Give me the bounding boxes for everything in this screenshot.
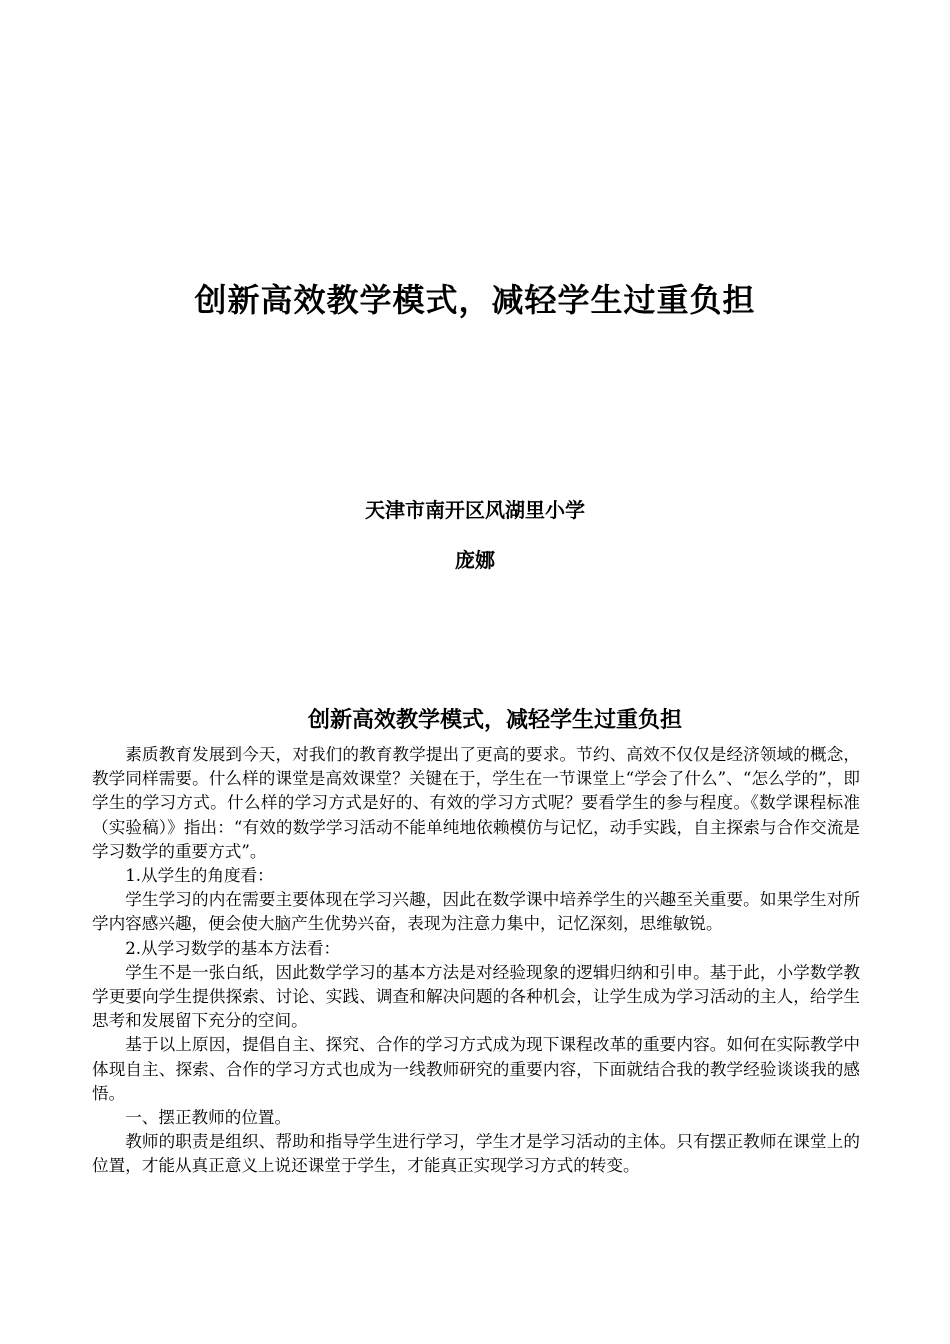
paragraph-heading-2: 2.从学习数学的基本方法看： bbox=[125, 938, 341, 958]
paragraph-heading-1: 1.从学生的角度看： bbox=[125, 866, 274, 886]
author-name: 庞娜 bbox=[455, 548, 495, 572]
paragraph-basic-method: 学生不是一张白纸，因此数学学习的基本方法是对经验现象的逻辑归纳和引申。基于此，小学数学教学更要向学生提供探索、讨论、实践、调查和解决问题的各种机会，让学生成为学习活动的主人，给学生思考和发展留下充分的空间。 bbox=[92, 962, 860, 1031]
paragraph-student-perspective: 学生学习的内在需要主要体现在学习兴趣，因此在数学课中培养学生的兴趣至关重要。如果学生对所学内容感兴趣，便会使大脑产生优势兴奋，表现为注意力集中，记忆深刻，思维敏锐。 bbox=[92, 890, 860, 934]
paragraph-reasons: 基于以上原因，提倡自主、探究、合作的学习方式成为现下课程改革的重要内容。如何在实际教学中体现自主、探索、合作的学习方式也成为一线教师研究的重要内容，下面就结合我的教学经验谈谈我的感悟。 bbox=[92, 1035, 860, 1103]
paragraph-teacher-role: 教师的职责是组织、帮助和指导学生进行学习，学生才是学习活动的主体。只有摆正教师在课堂上的位置，才能从真正意义上说还课堂于学生，才能真正实现学习方式的转变。 bbox=[92, 1132, 860, 1176]
article-title: 创新高效教学模式，减轻学生过重负担 bbox=[307, 708, 682, 733]
paragraph-intro: 素质教育发展到今天，对我们的教育教学提出了更高的要求。节约、高效不仅仅是经济领域的概念，教学同样需要。什么样的课堂是高效课堂？关键在于，学生在一节课堂上“学会了什么”、“怎么学的”，即学生的学习方式。什么样的学习方式是好的、有效的学习方式呢？要看学生的参与程度。《数学课程标准（实验稿）》指出：“有效的数学学习活动不能单纯地依赖模仿与记忆，动手实践，自主探索与合作交流是学习数学的重要方式”。 bbox=[92, 745, 860, 861]
article-body bbox=[92, 743, 860, 1179]
school-name: 天津市南开区风湖里小学 bbox=[365, 498, 585, 522]
cover-title: 创新高效教学模式，减轻学生过重负担 bbox=[194, 281, 756, 319]
paragraph-section-heading-1: 一、摆正教师的位置。 bbox=[125, 1108, 292, 1128]
